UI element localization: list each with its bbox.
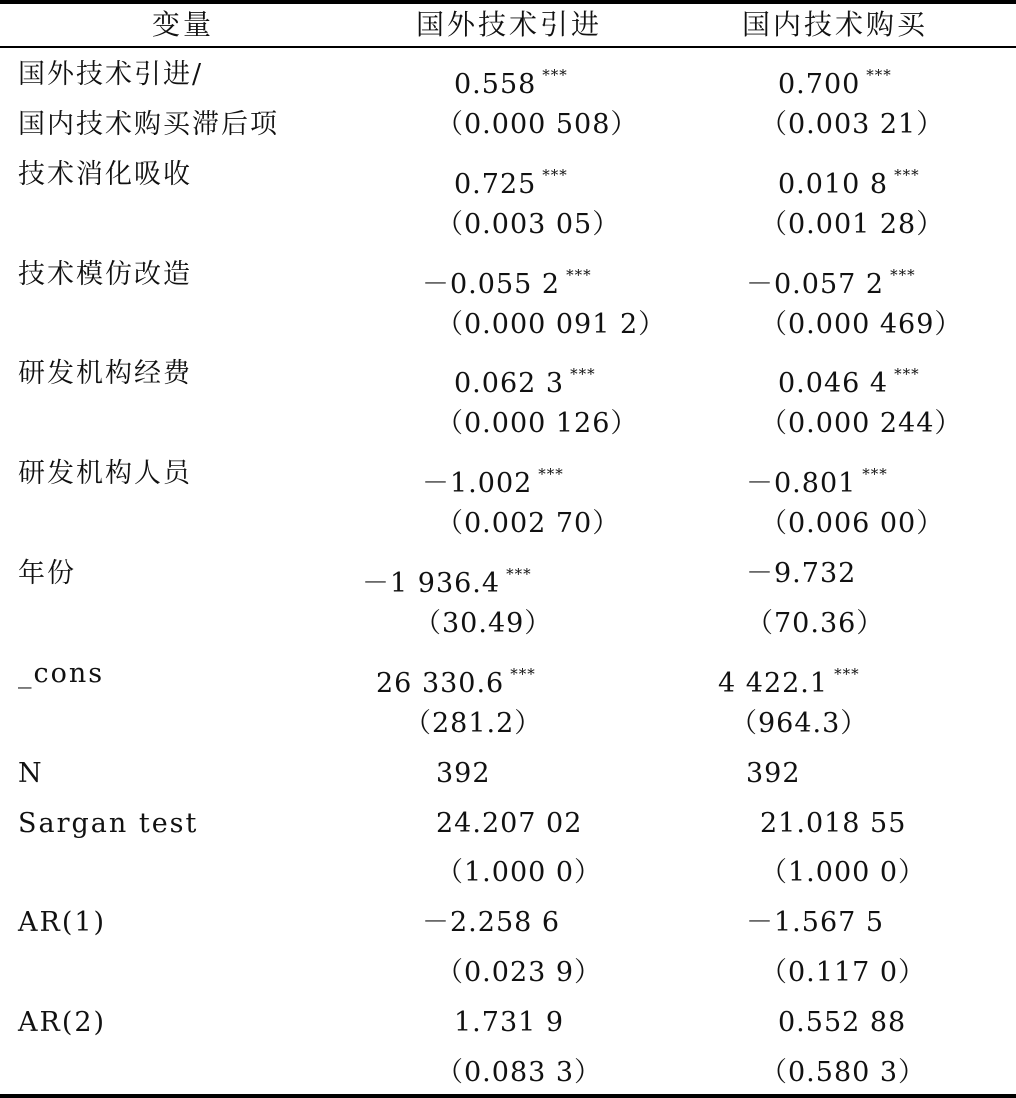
- cell-value: （0.006 00）: [760, 508, 945, 539]
- row-label: _cons: [18, 658, 105, 689]
- cell-value: （0.000 126）: [436, 408, 639, 439]
- cell-value: 0.700: [778, 69, 861, 100]
- row-label: 研发机构人员: [18, 458, 192, 489]
- row-label: 技术模仿改造: [18, 259, 192, 290]
- row-label: 年份: [18, 558, 76, 589]
- significance-stars: ***: [542, 166, 568, 184]
- cell-foreign: [436, 509, 620, 539]
- cell-value: （0.083 3）: [436, 1057, 603, 1088]
- cell-value: 0.552 88: [778, 1007, 907, 1038]
- cell-value: （30.49）: [414, 608, 553, 639]
- cell-domestic: [760, 110, 944, 140]
- cell-value: 1.731 9: [454, 1007, 565, 1038]
- cell-value: （0.001 28）: [760, 209, 945, 240]
- cell-value: 0.558: [454, 69, 537, 100]
- cell-value: （1.000 0）: [760, 857, 927, 888]
- header-domestic-tech: 国内技术购买: [742, 8, 929, 41]
- significance-stars: ***: [894, 365, 920, 383]
- cell-foreign: [436, 858, 602, 888]
- cell-foreign: [362, 559, 532, 599]
- table-header-rule: [0, 46, 1016, 48]
- cell-value: （1.000 0）: [436, 857, 603, 888]
- cell-foreign: [422, 260, 592, 300]
- significance-stars: ***: [866, 66, 892, 84]
- cell-foreign: [436, 110, 638, 140]
- cell-foreign: [454, 60, 568, 100]
- cell-domestic: [746, 260, 916, 300]
- cell-value: 4 422.1: [718, 668, 829, 699]
- cell-value: －1.567 5: [746, 907, 885, 938]
- significance-stars: ***: [506, 565, 532, 583]
- cell-domestic: [760, 1058, 926, 1088]
- cell-value: 0.010 8: [778, 169, 889, 200]
- cell-value: （0.000 091 2）: [436, 309, 667, 340]
- cell-foreign: [404, 709, 542, 739]
- cell-value: （70.36）: [746, 608, 885, 639]
- cell-foreign: [436, 1058, 602, 1088]
- cell-domestic: [746, 908, 884, 938]
- row-label: AR(2): [18, 1007, 107, 1038]
- cell-domestic: [778, 359, 920, 399]
- cell-domestic: [746, 459, 888, 499]
- cell-value: （0.000 508）: [436, 109, 639, 140]
- cell-domestic: [760, 509, 944, 539]
- cell-value: 0.046 4: [778, 368, 889, 399]
- cell-value: 24.207 02: [436, 808, 583, 839]
- cell-domestic: [746, 559, 856, 589]
- cell-value: －1.002: [422, 468, 533, 499]
- cell-domestic: [760, 809, 906, 839]
- cell-domestic: [760, 210, 944, 240]
- cell-value: 21.018 55: [760, 808, 907, 839]
- cell-foreign: [436, 958, 602, 988]
- cell-domestic: [760, 858, 926, 888]
- row-label: 国内技术购买滞后项: [18, 109, 279, 140]
- cell-value: 26 330.6: [376, 668, 505, 699]
- significance-stars: ***: [570, 365, 596, 383]
- cell-domestic: [746, 759, 801, 789]
- row-label: N: [18, 758, 44, 789]
- cell-value: 0.725: [454, 169, 537, 200]
- cell-foreign: [436, 409, 638, 439]
- cell-value: －0.055 2: [422, 269, 561, 300]
- significance-stars: ***: [894, 166, 920, 184]
- table-top-rule: [0, 0, 1016, 4]
- cell-foreign: [436, 759, 491, 789]
- cell-foreign: [436, 310, 666, 340]
- cell-value: －9.732: [746, 558, 857, 589]
- cell-domestic: [778, 1008, 906, 1038]
- cell-value: －2.258 6: [422, 907, 561, 938]
- cell-domestic: [778, 160, 920, 200]
- header-foreign-tech: 国外技术引进: [416, 8, 603, 41]
- row-label: AR(1): [18, 907, 107, 938]
- cell-value: 392: [746, 758, 801, 789]
- table-bottom-rule: [0, 1094, 1016, 1098]
- row-label: 技术消化吸收: [18, 159, 192, 190]
- cell-value: －1 936.4: [362, 568, 501, 599]
- cell-domestic: [746, 609, 884, 639]
- cell-domestic: [760, 409, 962, 439]
- cell-value: （0.580 3）: [760, 1057, 927, 1088]
- cell-foreign: [436, 210, 620, 240]
- significance-stars: ***: [834, 665, 860, 683]
- header-variable: 变量: [152, 8, 215, 41]
- cell-value: （0.023 9）: [436, 957, 603, 988]
- cell-value: （0.117 0）: [760, 957, 927, 988]
- cell-value: －0.057 2: [746, 269, 885, 300]
- cell-domestic: [760, 310, 962, 340]
- cell-domestic: [718, 659, 860, 699]
- cell-domestic: [760, 958, 926, 988]
- significance-stars: ***: [510, 665, 536, 683]
- cell-domestic: [730, 709, 868, 739]
- cell-foreign: [422, 908, 560, 938]
- cell-value: 392: [436, 758, 491, 789]
- cell-foreign: [422, 459, 564, 499]
- cell-foreign: [454, 359, 596, 399]
- significance-stars: ***: [862, 465, 888, 483]
- row-label: 研发机构经费: [18, 358, 192, 389]
- row-label: Sargan test: [18, 808, 199, 839]
- cell-value: （0.003 05）: [436, 209, 621, 240]
- cell-value: （0.000 469）: [760, 309, 963, 340]
- cell-foreign: [376, 659, 536, 699]
- cell-value: 0.062 3: [454, 368, 565, 399]
- cell-foreign: [454, 1008, 564, 1038]
- cell-value: （964.3）: [730, 708, 869, 739]
- cell-value: （0.002 70）: [436, 508, 621, 539]
- cell-value: （0.000 244）: [760, 408, 963, 439]
- cell-value: （281.2）: [404, 708, 543, 739]
- cell-foreign: [436, 809, 582, 839]
- cell-domestic: [778, 60, 892, 100]
- row-label: 国外技术引进/: [18, 59, 204, 90]
- significance-stars: ***: [566, 266, 592, 284]
- cell-foreign: [414, 609, 552, 639]
- cell-foreign: [454, 160, 568, 200]
- cell-value: －0.801: [746, 468, 857, 499]
- significance-stars: ***: [538, 465, 564, 483]
- significance-stars: ***: [542, 66, 568, 84]
- cell-value: （0.003 21）: [760, 109, 945, 140]
- significance-stars: ***: [890, 266, 916, 284]
